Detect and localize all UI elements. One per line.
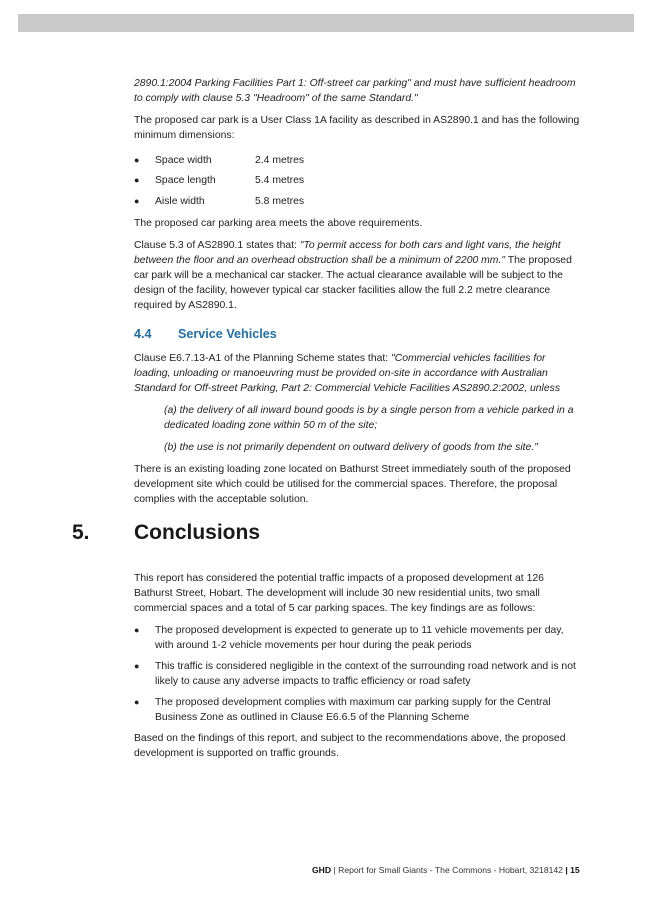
meets-requirements-text: The proposed car parking area meets the above requirements. [134, 217, 423, 229]
closing-paragraph: Based on the findings of this report, and subject to the recommendations above, the proposed development is supported on traffic grounds. [134, 732, 566, 759]
dimension-value: 5.8 metres [255, 195, 305, 207]
section-title: Conclusions [134, 520, 261, 544]
loading-zone-paragraph: There is an existing loading zone located on Bathurst Street immediately south of the proposed development site which could be utilised for the commercial spaces. Therefore, the proposal complies with the acceptable solution. [134, 463, 571, 505]
section-heading-4-4 [134, 327, 580, 342]
clause-item-b: (b) the use is not primarily dependent on outward delivery of goods from the site." [164, 441, 538, 453]
page-content [72, 76, 580, 768]
section-heading-5 [72, 520, 580, 553]
dimension-label: Aisle width [155, 195, 205, 207]
clause-53-paragraph [134, 238, 580, 313]
dimension-label: Space length [155, 175, 216, 187]
section-number: 4.4 [134, 326, 152, 341]
bullet: ● [134, 154, 140, 165]
section-title: Service Vehicles [178, 326, 277, 341]
service-vehicles-paragraph [134, 351, 580, 396]
header-bar [18, 14, 634, 32]
list-item [134, 695, 580, 725]
clause-53-lead: Clause 5.3 of AS2890.1 states that: [134, 239, 300, 251]
dimension-item [134, 171, 580, 192]
page-number: 15 [570, 865, 580, 875]
planning-clause-quote: "Commercial vehicles facilities for loading, unloading or manoeuvring must be provided on-site in accordance with Australian Standard for Off-street Parking, Part 2: Commercial Vehicle Facilities AS2890.2:2002, unless [134, 352, 561, 394]
list-item [134, 659, 580, 689]
dimensions-list [134, 150, 580, 212]
continuation-text: 2890.1:2004 Parking Facilities Part 1: Off-street car parking" and must have sufficient headroom to comply with clause 5.3 "Headroom" of the same Standard." [134, 78, 576, 104]
finding-text: The proposed development complies with maximum car parking supply for the Central Business Zone as outlined in Clause E6.6.5 of the Planning Scheme [155, 696, 551, 723]
bullet: ● [134, 624, 140, 635]
dimension-item [134, 191, 580, 212]
dimension-item [134, 150, 580, 171]
clause-53-quote: "To permit access for both cars and light vans, the height between the floor and an overhead obstruction shall be a minimum of 2200 mm." [134, 239, 561, 266]
clause-item-a: (a) the delivery of all inward bound goods is by a single person from a vehicle parked in a dedicated loading zone within 50 m of the site; [164, 404, 574, 431]
dimension-value: 2.4 metres [255, 154, 305, 166]
section-number: 5. [72, 520, 90, 544]
conclusions-intro: This report has considered the potential traffic impacts of a proposed development at 126 Bathurst Street, Hobart. The development will include 30 new residential units, two small commercial spaces and a total of 5 car parking spaces. The key findings are as follows: [134, 572, 544, 614]
finding-text: This traffic is considered negligible in the context of the surrounding road network and is not likely to cause any adverse impacts to traffic efficiency or road safety [155, 660, 576, 687]
page-footer [312, 863, 602, 878]
findings-list [134, 623, 580, 725]
user-class-text: The proposed car park is a User Class 1A facility as described in AS2890.1 and has the following minimum dimensions: [134, 115, 580, 141]
dimension-label: Space width [155, 154, 212, 166]
finding-text: The proposed development is expected to generate up to 11 vehicle movements per day, with around 1-2 vehicle movements per hour during the peak periods [155, 624, 564, 651]
footer-separator: | [331, 865, 339, 875]
bullet: ● [134, 175, 140, 186]
bullet: ● [134, 195, 140, 206]
planning-clause-lead: Clause E6.7.13-A1 of the Planning Scheme states that: [134, 352, 392, 364]
bullet: ● [134, 696, 140, 707]
footer-separator: | [562, 865, 571, 875]
bullet: ● [134, 660, 140, 671]
clause-53-rest: The proposed car park will be a mechanical car stacker. The actual clearance available will be subject to the design of the facility, however typical car stacker facilities allow the full 2.2 metre clearance required by AS2890.1. [134, 254, 572, 311]
footer-report-title: Report for Small Giants - The Commons - Hobart, 3218142 [338, 865, 563, 875]
footer-org: GHD [312, 865, 332, 875]
dimension-value: 5.4 metres [255, 175, 305, 187]
list-item [134, 623, 580, 653]
